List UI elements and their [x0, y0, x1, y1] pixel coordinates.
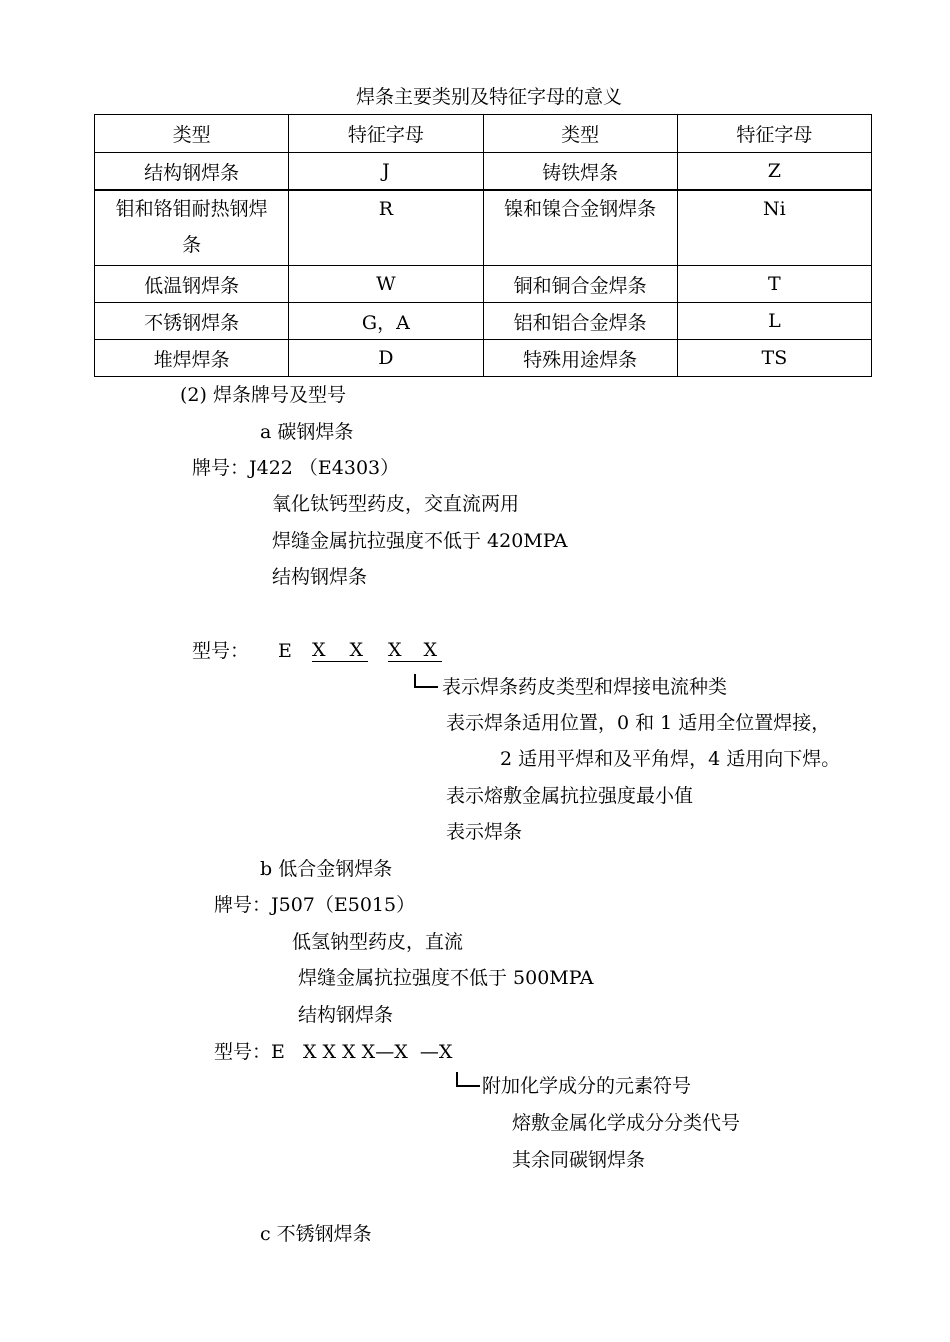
carbon-model-e: E: [278, 640, 292, 662]
carbon-brand: 牌号：J422 （E4303）: [192, 457, 400, 479]
carbon-model-label: 型号：: [192, 640, 250, 662]
model-digit: X: [349, 639, 364, 661]
table-row: [95, 190, 872, 266]
table-row: [95, 266, 872, 303]
table-cell: Ni: [677, 190, 871, 266]
model-digit: X: [423, 639, 438, 661]
table-cell: W: [289, 266, 483, 303]
table-cell: D: [289, 340, 483, 377]
table-cell: J: [289, 153, 483, 191]
lowalloy-note: 低氢钠型药皮，直流: [292, 931, 464, 953]
stainless-heading: c 不锈钢焊条: [260, 1223, 372, 1245]
table-cell: 铜和铜合金焊条: [483, 266, 677, 303]
table-row: [95, 153, 872, 191]
table-cell: G，A: [289, 303, 483, 340]
table-cell: T: [677, 266, 871, 303]
section-heading: (2) 焊条牌号及型号: [180, 384, 346, 406]
lowalloy-note: 焊缝金属抗拉强度不低于 500MPA: [298, 967, 594, 989]
header-cell: 特征字母: [289, 115, 483, 153]
lowalloy-explain: 熔敷金属化学成分分类代号: [512, 1112, 741, 1134]
table-cell: 不锈钢焊条: [95, 303, 289, 340]
table-title: 焊条主要类别及特征字母的意义: [355, 86, 622, 108]
model-digit: X: [388, 639, 402, 661]
lowalloy-heading: b 低合金钢焊条: [260, 858, 393, 880]
bracket-connector: [414, 674, 438, 688]
carbon-note: 氧化钛钙型药皮，交直流两用: [272, 493, 520, 515]
carbon-model-digits-2: [388, 639, 442, 662]
carbon-note: 结构钢焊条: [272, 566, 368, 588]
carbon-explain: 表示焊条药皮类型和焊接电流种类: [442, 676, 728, 698]
table-header-row: [95, 115, 872, 153]
carbon-explain: 表示焊条适用位置，0 和 1 适用全位置焊接，: [446, 712, 831, 734]
table-cell: 特殊用途焊条: [483, 340, 677, 377]
lowalloy-brand: 牌号：J507（E5015）: [214, 894, 416, 916]
table-cell: Z: [677, 153, 871, 191]
lowalloy-explain: 其余同碳钢焊条: [512, 1149, 646, 1171]
table-row: [95, 303, 872, 340]
table-cell: L: [677, 303, 871, 340]
bracket-connector: [456, 1072, 480, 1087]
header-cell: 特征字母: [677, 115, 871, 153]
table-cell: 钼和铬钼耐热钢焊条: [95, 190, 289, 266]
carbon-heading: a 碳钢焊条: [260, 421, 354, 443]
table-cell: TS: [677, 340, 871, 377]
carbon-explain: 表示焊条: [446, 821, 523, 843]
lowalloy-explain: 附加化学成分的元素符号: [482, 1075, 692, 1097]
table-cell: 低温钢焊条: [95, 266, 289, 303]
electrode-category-table: [94, 114, 872, 377]
carbon-note: 焊缝金属抗拉强度不低于 420MPA: [272, 530, 568, 552]
model-digit: X: [312, 639, 326, 661]
table-cell: 堆焊焊条: [95, 340, 289, 377]
header-cell: 类型: [95, 115, 289, 153]
lowalloy-model: 型号：E X X X X—X —X: [214, 1041, 453, 1063]
carbon-explain: 表示熔敷金属抗拉强度最小值: [446, 785, 694, 807]
table-cell: 铝和铝合金焊条: [483, 303, 677, 340]
carbon-model-digits-1: [312, 639, 368, 662]
carbon-explain: 2 适用平焊和及平角焊，4 适用向下焊。: [500, 748, 841, 770]
lowalloy-note: 结构钢焊条: [298, 1004, 394, 1026]
table-cell: 铸铁焊条: [483, 153, 677, 191]
table-row: [95, 340, 872, 377]
header-cell: 类型: [483, 115, 677, 153]
table-cell: R: [289, 190, 483, 266]
table-cell: 镍和镍合金钢焊条: [483, 190, 677, 266]
table-cell: 结构钢焊条: [95, 153, 289, 191]
